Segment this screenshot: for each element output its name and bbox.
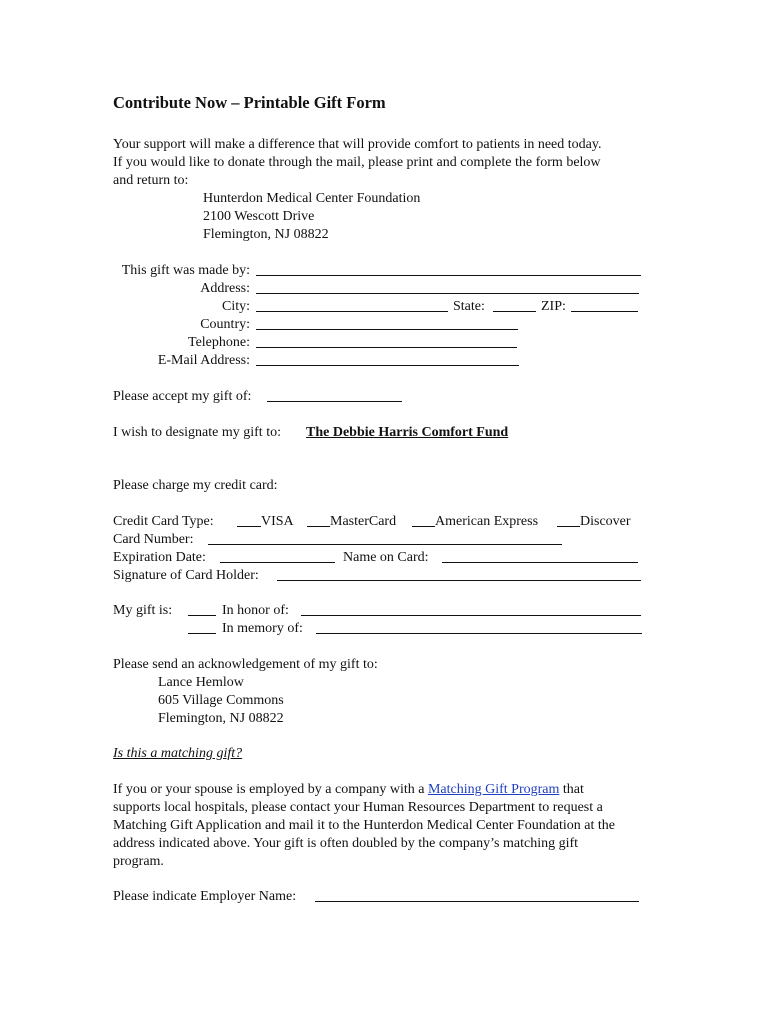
name-on-card-label: Name on Card: (343, 550, 429, 565)
country-label: Country: (200, 317, 250, 332)
name-on-card-field[interactable] (442, 549, 638, 563)
country-field[interactable] (256, 316, 518, 330)
ack-city: Flemington, NJ 08822 (158, 711, 284, 726)
credit-card-prompt: Please charge my credit card: (113, 478, 278, 493)
discover-checkbox[interactable] (557, 513, 580, 527)
mastercard-option: MasterCard (330, 514, 397, 529)
gift-amount-field[interactable] (267, 388, 402, 402)
return-address-city: Flemington, NJ 08822 (203, 227, 329, 242)
mastercard-checkbox[interactable] (307, 513, 330, 527)
card-type-label: Credit Card Type: (113, 514, 214, 529)
return-address-street: 2100 Wescott Drive (203, 209, 315, 224)
zip-field[interactable] (571, 298, 638, 312)
return-address-name: Hunterdon Medical Center Foundation (203, 191, 421, 206)
employer-field[interactable] (315, 888, 639, 902)
gift-amount-label: Please accept my gift of: (113, 389, 252, 404)
honor-label: In honor of: (222, 603, 289, 618)
honor-checkbox[interactable] (188, 602, 216, 616)
intro-line-3: and return to: (113, 173, 189, 188)
visa-checkbox[interactable] (237, 513, 261, 527)
matching-paragraph-line-3: Matching Gift Application and mail it to the Hunterdon Medical Center Foundation at the (113, 818, 615, 833)
honor-field[interactable] (301, 602, 641, 616)
expiration-field[interactable] (220, 549, 335, 563)
made-by-label: This gift was made by: (121, 263, 250, 278)
city-field[interactable] (256, 298, 448, 312)
matching-gift-program-link[interactable]: Matching Gift Program (427, 782, 560, 797)
matching-paragraph-line-4: address indicated above. Your gift is often doubled by the company’s matching gift (113, 836, 579, 851)
signature-label: Signature of Card Holder: (113, 568, 259, 583)
designate-label: I wish to designate my gift to: (113, 425, 281, 440)
zip-label: ZIP: (541, 299, 566, 314)
memory-field[interactable] (316, 620, 642, 634)
address-field[interactable] (256, 280, 639, 294)
memory-checkbox[interactable] (188, 620, 216, 634)
acknowledgement-prompt: Please send an acknowledgement of my gift to: (113, 657, 378, 672)
telephone-label: Telephone: (188, 335, 250, 350)
amex-option: American Express (435, 514, 539, 529)
card-number-label: Card Number: (113, 532, 194, 547)
made-by-field[interactable] (256, 262, 641, 276)
city-label: City: (221, 299, 250, 314)
visa-option: VISA (261, 514, 294, 529)
email-label: E-Mail Address: (157, 353, 250, 368)
matching-text-before: If you or your spouse is employed by a company with a (113, 782, 428, 797)
card-number-field[interactable] (208, 531, 562, 545)
matching-paragraph-line-1 (113, 781, 584, 799)
email-field[interactable] (256, 352, 519, 366)
intro-line-2: If you would like to donate through the mail, please print and complete the form below (113, 155, 601, 170)
matching-text-after: that (559, 782, 584, 797)
discover-option: Discover (580, 514, 631, 529)
ack-street: 605 Village Commons (158, 693, 284, 708)
state-label: State: (453, 299, 485, 314)
matching-paragraph-line-2: supports local hospitals, please contact your Human Resources Department to request a (113, 800, 603, 815)
page-title: Contribute Now – Printable Gift Form (113, 93, 386, 112)
signature-field[interactable] (277, 567, 641, 581)
expiration-label: Expiration Date: (113, 550, 206, 565)
ack-name: Lance Hemlow (158, 675, 244, 690)
intro-line-1: Your support will make a difference that will provide comfort to patients in need today. (113, 137, 602, 152)
address-label: Address: (200, 281, 250, 296)
employer-label: Please indicate Employer Name: (113, 889, 297, 904)
telephone-field[interactable] (256, 334, 517, 348)
matching-paragraph-line-5: program. (113, 854, 164, 869)
matching-heading: Is this a matching gift? (113, 746, 243, 761)
state-field[interactable] (493, 298, 536, 312)
memory-label: In memory of: (222, 621, 303, 636)
designated-fund: The Debbie Harris Comfort Fund (306, 425, 509, 440)
my-gift-label: My gift is: (113, 603, 173, 618)
amex-checkbox[interactable] (412, 513, 435, 527)
